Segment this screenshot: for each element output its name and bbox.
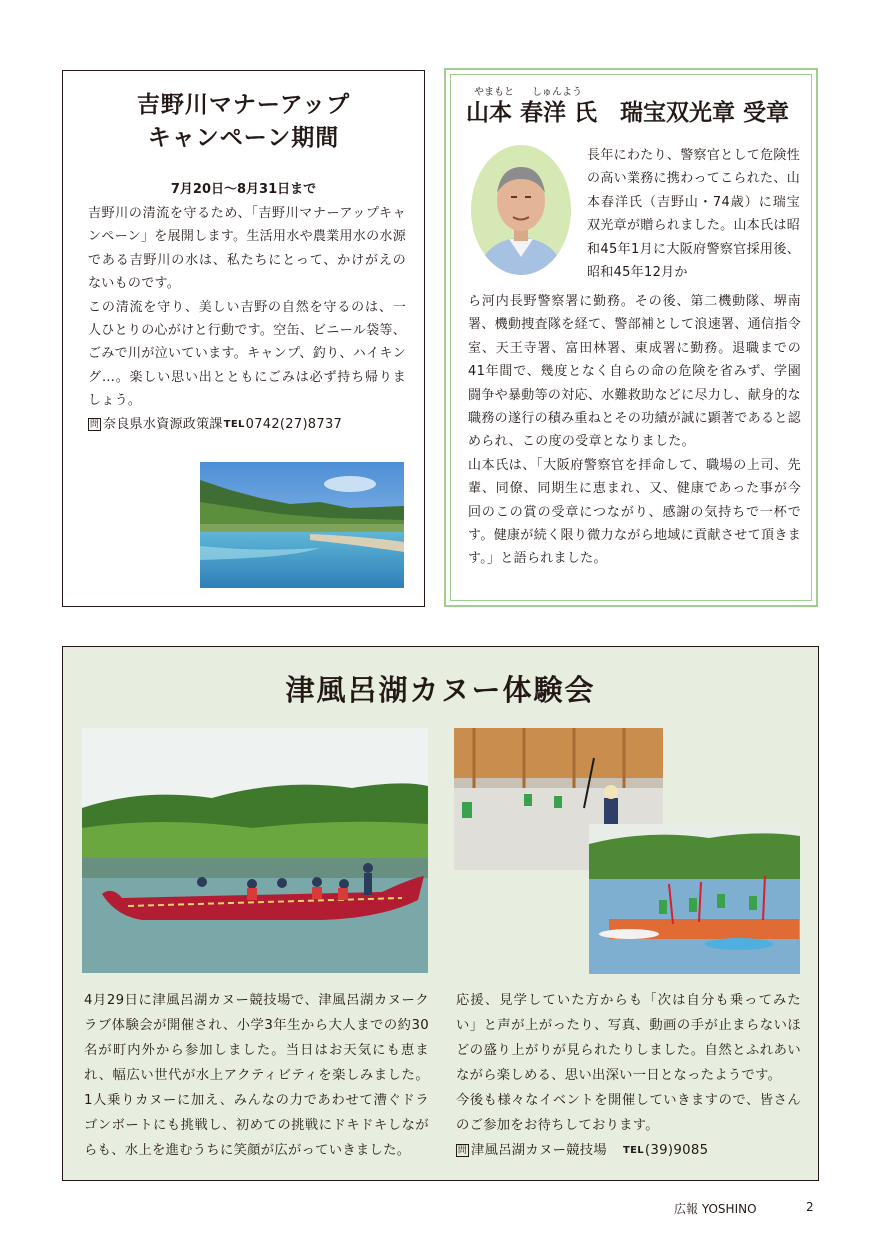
campaign-contact-tel: 0742(27)8737	[245, 416, 343, 432]
portrait-photo	[471, 145, 571, 275]
page-number: 2	[806, 1200, 814, 1214]
yoshino-river-photo	[200, 462, 404, 588]
inquiry-mark-icon: 問	[457, 1146, 468, 1156]
campaign-period: 7月20日～8月31日まで	[170, 182, 317, 197]
campaign-title-line1: 吉野川マナーアップ	[136, 92, 351, 118]
canoe-event-paragraph-2: 応援、見学していた方からも「次は自分も乗ってみたい」と声が上がったり、写真、動画の手が止まらないほどの盛り上がりが見られたりしました。自然とふれあいながら楽しめる、思い出深い一日となったようです。	[456, 993, 801, 1083]
campaign-body	[88, 202, 406, 436]
tel-label: TEL	[223, 418, 245, 430]
campaign-title	[63, 89, 424, 155]
award-paragraph-3: 山本氏は、「大阪府警察官を拝命して、職場の上司、先輩、同僚、同期生に恵まれ、又、健康であった事が今回のこの賞の受章につながり、感謝の気持ちで一杯です。健康が続く限り微力ながら地域に貢献させて頂きます。」と語られました。	[468, 457, 801, 567]
inquiry-mark-icon: 問	[89, 419, 100, 430]
canoe-event-paragraph-1: 4月29日に津風呂湖カヌー競技場で、津風呂湖カヌークラブ体験会が開催され、小学3年生から大人までの約30名が町内外から参加しました。当日はお天気にも恵まれ、幅広い世代が水上アクティビティを楽しみました。1人乗りカヌーに加え、みんなの力であわせて漕ぐドラゴンボートにも挑戦し、初めての挑戦にドキドキしながらも、水上を進むうちに笑顔が広がっていきました。	[84, 993, 429, 1158]
tel-label: TEL	[622, 1145, 644, 1156]
campaign-paragraph-1: 吉野川の清流を守るため、「吉野川マナーアップキャンペーン」を展開します。生活用水や農業用水の水源である吉野川の水は、私たちにとって、かけがえのないものです。	[88, 206, 406, 292]
campaign-box	[62, 70, 425, 607]
lake-canoes-photo	[589, 824, 800, 974]
canoe-contact-tel: (39)9085	[644, 1143, 709, 1158]
campaign-contact-org: 奈良県水資源政策課	[103, 416, 223, 432]
award-text-main	[468, 290, 801, 571]
canoe-contact-org: 津風呂湖カヌー競技場	[471, 1143, 607, 1158]
award-title: 山本 春洋 氏 瑞宝双光章 受章	[466, 100, 790, 126]
campaign-contact	[88, 413, 406, 436]
campaign-title-line2: キャンペーン期間	[147, 125, 340, 151]
canoe-event-title: 津風呂湖カヌー体験会	[285, 673, 596, 707]
ruby-yamamoto: やまもと	[474, 87, 514, 98]
campaign-paragraph-2: この清流を守り、美しい吉野の自然を守るのは、一人ひとりの心がけと行動です。空缶、ビニール袋等、ごみで川が泣いています。キャンプ、釣り、ハイキング…。楽しい思い出とともにごみは必ず持ち帰りましょう。	[88, 299, 406, 409]
dragon-boat-photo	[82, 728, 428, 973]
award-paragraph-1: 長年にわたり、警察官として危険性の高い業務に携わってこられた、山本春洋氏（吉野山・74歳）に瑞宝双光章が贈られました。山本氏は昭和45年1月に大阪府警察官採用後、昭和45年12月か	[587, 148, 800, 281]
award-paragraph-2: ら河内長野警察署に勤務。その後、第二機動隊、堺南署、機動捜査隊を経て、警部補として浪速署、通信指令室、天王寺署、富田林署、東成署に勤務。退職までの41年間で、幾度となく自らの命の危険を省みず、学園闘争や暴動等の対応、水難救助などに尽力し、献身的な職務の遂行の積み重ねとその功績が誠に顕著であると認められ、この度の受章となりました。	[468, 294, 801, 450]
canoe-event-text-right	[456, 988, 801, 1163]
award-text-top	[587, 144, 800, 284]
canoe-event-paragraph-3: 今後も様々なイベントを開催していきますので、皆さんのご参加をお待ちしております。	[456, 1093, 801, 1133]
ruby-shunyou: しゅんよう	[532, 87, 582, 98]
canoe-event-text-left	[84, 988, 429, 1163]
publication-name: 広報 YOSHINO	[674, 1202, 757, 1216]
canoe-event-contact	[456, 1138, 801, 1163]
